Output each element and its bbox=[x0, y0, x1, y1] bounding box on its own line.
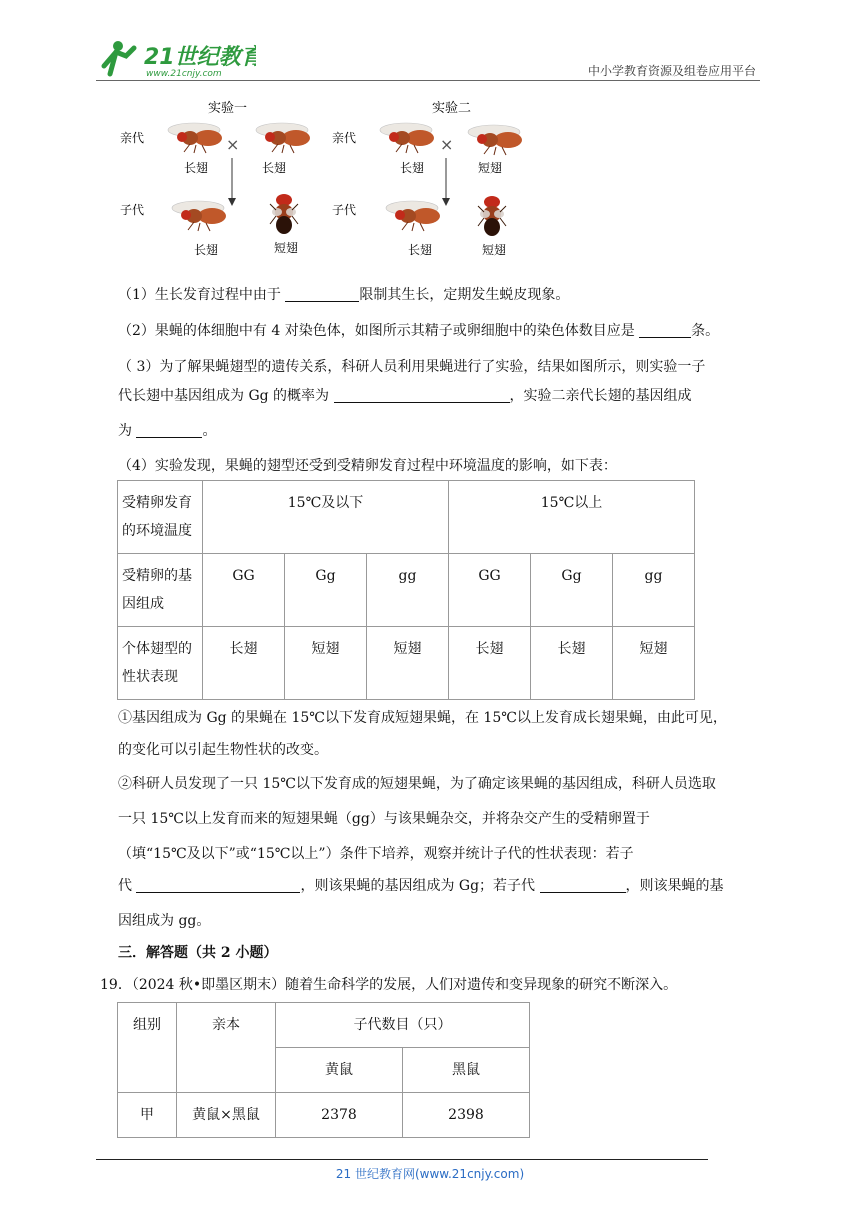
exp2-parent-left-label: 长翅 bbox=[400, 161, 425, 175]
exp1-parent-label: 亲代 bbox=[120, 131, 145, 145]
sub-question-1-line-2: 的变化可以引起生物性状的改变。 bbox=[118, 742, 328, 758]
exp2-parent-fly-long bbox=[380, 123, 434, 153]
exp1-title: 实验一 bbox=[208, 101, 248, 116]
table-cell-genotype: gg bbox=[613, 554, 695, 627]
table-cell-trait: 短翅 bbox=[285, 627, 367, 700]
table2-header-black: 黑鼠 bbox=[403, 1048, 530, 1093]
table-row-label-trait: 个体翅型的性状表现 bbox=[118, 627, 203, 700]
question-19-stem: 19．（2024 秋•即墨区期末）随着生命科学的发展，人们对遗传和变异现象的研究不断深入。 bbox=[100, 977, 678, 993]
sub-question-2-line-4: 代 ，则该果蝇的基因组成为 Gg；若子代 ，则该果蝇的基 bbox=[118, 878, 724, 894]
exp1-child-right-label: 短翅 bbox=[274, 241, 299, 255]
question-2: （2）果蝇的体细胞中有 4 对染色体，如图所示其精子或卵细胞中的染色体数目应是 条。 bbox=[118, 323, 720, 339]
exp1-parent-fly-long bbox=[168, 123, 222, 153]
exp1-child-label: 子代 bbox=[120, 203, 145, 217]
question-1: （1）生长发育过程中由于 限制其生长，定期发生蜕皮现象。 bbox=[118, 287, 570, 303]
table2-header-group: 组别 bbox=[118, 1003, 177, 1093]
header-platform-text: 中小学教育资源及组卷应用平台 bbox=[587, 64, 756, 78]
sub2-gg2-result-blank[interactable] bbox=[540, 876, 626, 893]
header-divider bbox=[96, 80, 760, 81]
q3-genotype-blank[interactable] bbox=[136, 421, 202, 438]
sub-question-1-line-1: ①基因组成为 Gg 的果蝇在 15℃以下发育成短翅果蝇，在 15℃以上发育成长翅果蝇，由此可见， bbox=[118, 710, 727, 726]
table-header-temperature: 受精卵发育的环境温度 bbox=[118, 481, 203, 554]
sub-question-2-line-5: 因组成为 gg。 bbox=[118, 913, 211, 929]
q2-answer-blank[interactable] bbox=[639, 321, 691, 338]
exp2-parent-fly-short bbox=[468, 125, 522, 155]
q1-answer-blank[interactable] bbox=[285, 285, 359, 302]
exp2-title: 实验二 bbox=[432, 101, 472, 116]
table2-cell-yellow-count: 2378 bbox=[276, 1093, 403, 1138]
table2-cell-parent: 黄鼠×黑鼠 bbox=[177, 1093, 276, 1138]
sub-question-2-line-1: ②科研人员发现了一只 15℃以下发育成的短翅果蝇，为了确定该果蝇的基因组成，科研人员选取 bbox=[118, 776, 716, 792]
sub2-gg-result-blank[interactable] bbox=[136, 876, 300, 893]
table2-header-parent: 亲本 bbox=[177, 1003, 276, 1093]
question-3-line-2: 代长翅中基因组成为 Gg 的概率为 ，实验二亲代长翅的基因组成 bbox=[118, 388, 692, 404]
section-3-heading: 三．解答题（共 2 小题） bbox=[118, 945, 278, 961]
fruit-fly-experiment-figure bbox=[116, 96, 528, 272]
sub-question-2-line-3: （填“15℃及以下”或“15℃以上”）条件下培养，观察并统计子代的性状表现：若子 bbox=[118, 846, 634, 862]
exp1-child-left-label: 长翅 bbox=[194, 243, 219, 257]
table-header-low-temp: 15℃及以下 bbox=[203, 481, 449, 554]
exp2-cross-symbol: × bbox=[440, 135, 454, 154]
table2-header-yellow: 黄鼠 bbox=[276, 1048, 403, 1093]
exp2-child-left-label: 长翅 bbox=[408, 243, 433, 257]
table-cell-trait: 长翅 bbox=[203, 627, 285, 700]
exp1-cross-symbol: × bbox=[226, 135, 240, 154]
sub-question-2-line-2: 一只 15℃以上发育而来的短翅果蝇（gg）与该果蝇杂交，并将杂交产生的受精卵置于 bbox=[118, 811, 650, 827]
exp2-parent-right-label: 短翅 bbox=[478, 161, 503, 175]
table-cell-trait: 短翅 bbox=[613, 627, 695, 700]
table-cell-genotype: GG bbox=[449, 554, 531, 627]
table-cell-genotype: GG bbox=[203, 554, 285, 627]
table-cell-trait: 长翅 bbox=[531, 627, 613, 700]
question-3-line-3: 为 。 bbox=[118, 423, 217, 439]
table-cell-trait: 长翅 bbox=[449, 627, 531, 700]
exp2-child-label: 子代 bbox=[332, 203, 357, 217]
exp1-parent-fly-long-2 bbox=[256, 123, 310, 153]
exp2-child-right-label: 短翅 bbox=[482, 243, 507, 257]
table2-cell-group: 甲 bbox=[118, 1093, 177, 1138]
exp2-child-fly-short bbox=[478, 196, 506, 236]
exp2-child-fly-long bbox=[386, 201, 440, 231]
question-3-line-1: （ 3）为了解果蝇翅型的遗传关系，科研人员利用果蝇进行了实验，结果如图所示，则实验一子 bbox=[118, 359, 706, 375]
footer-divider bbox=[96, 1159, 708, 1160]
mouse-table bbox=[117, 1002, 530, 1138]
table-cell-trait: 短翅 bbox=[367, 627, 449, 700]
q3-probability-blank[interactable] bbox=[334, 386, 510, 403]
question-4-intro: （4）实验发现，果蝇的翅型还受到受精卵发育过程中环境温度的影响，如下表： bbox=[118, 458, 617, 474]
exp1-child-fly-short bbox=[270, 194, 298, 234]
table-header-high-temp: 15℃以上 bbox=[449, 481, 695, 554]
exp2-parent-label: 亲代 bbox=[332, 131, 357, 145]
table2-cell-black-count: 2398 bbox=[403, 1093, 530, 1138]
site-logo bbox=[96, 36, 256, 80]
logo-text: 21世纪教育 bbox=[144, 45, 256, 70]
exp1-parent-right-label: 长翅 bbox=[262, 161, 287, 175]
table-cell-genotype: Gg bbox=[531, 554, 613, 627]
footer-link[interactable]: 21 世纪教育网(www.21cnjy.com) bbox=[335, 1167, 525, 1181]
table-row-label-genotype: 受精卵的基因组成 bbox=[118, 554, 203, 627]
table-cell-genotype: Gg bbox=[285, 554, 367, 627]
exp1-parent-left-label: 长翅 bbox=[184, 161, 209, 175]
logo-url: www.21cnjy.com bbox=[146, 69, 222, 79]
exp1-child-fly-long bbox=[172, 201, 226, 231]
table2-header-offspring: 子代数目（只） bbox=[276, 1003, 530, 1048]
temperature-table bbox=[117, 480, 695, 700]
table-cell-genotype: gg bbox=[367, 554, 449, 627]
